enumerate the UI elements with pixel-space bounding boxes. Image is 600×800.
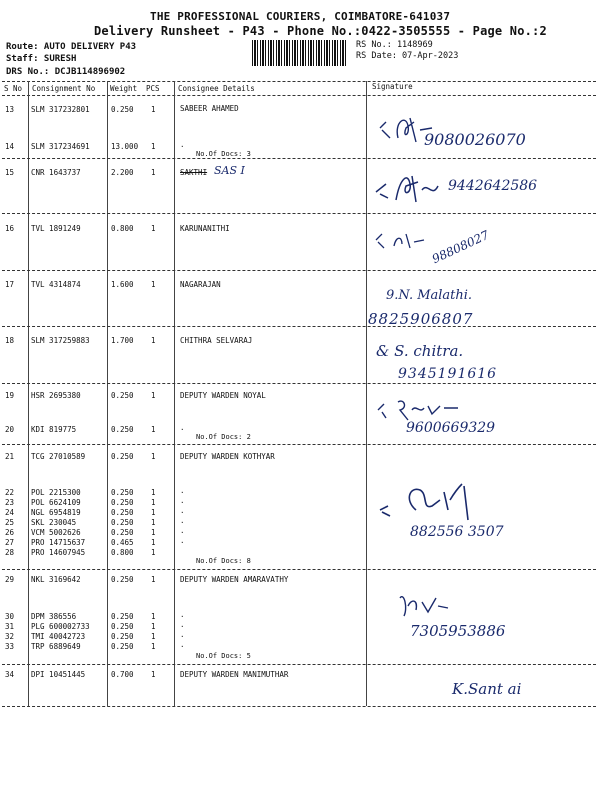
signature-phone: 9080026070 (424, 130, 526, 149)
handwritten-correction: SAS I (214, 164, 245, 177)
row-sno: 19 (5, 391, 15, 400)
rs-number: RS No.: 1148969 (356, 40, 433, 50)
row-weight: 0.465 (111, 538, 134, 547)
consignee-name: SAKTHI (180, 168, 208, 177)
row-sno: 18 (5, 336, 15, 345)
signature-phone: 9345191616 (398, 366, 498, 382)
row-consignment: TVL 1891249 (31, 224, 81, 233)
divider-pcs (174, 81, 175, 706)
col-weight: Weight (110, 84, 138, 93)
group-rule (2, 706, 596, 707)
divider-sno (28, 81, 29, 706)
row-pcs: 1 (151, 488, 156, 497)
row-sno: 24 (5, 508, 15, 517)
row-pcs: 1 (151, 642, 156, 651)
row-weight: 1.700 (111, 336, 134, 345)
row-sno: 15 (5, 168, 15, 177)
row-consignment: NKL 3169642 (31, 575, 81, 584)
row-sno: 14 (5, 142, 15, 151)
row-consignment: TVL 4314874 (31, 280, 81, 289)
group-rule (2, 383, 596, 384)
row-consignment: POL 6624109 (31, 498, 81, 507)
row-sno: 30 (5, 612, 15, 621)
row-pcs: 1 (151, 224, 156, 233)
row-weight: 0.250 (111, 622, 134, 631)
signature-phone: 8825906807 (368, 310, 474, 328)
row-pcs: 1 (151, 498, 156, 507)
col-consignment: Consignment No (32, 84, 96, 93)
docs-count: No.Of Docs: 3 (196, 150, 251, 158)
row-weight: 0.250 (111, 488, 134, 497)
row-sno: 20 (5, 425, 15, 434)
group-rule (2, 158, 596, 159)
divider-consignee (366, 81, 367, 706)
col-consignee: Consignee Details (178, 84, 255, 93)
drs-label: DRS No.: DCJB114896902 (6, 67, 126, 77)
signature-scribble (372, 168, 452, 208)
row-pcs: 1 (151, 280, 156, 289)
rs-date: RS Date: 07-Apr-2023 (356, 51, 459, 61)
col-pcs: PCS (146, 84, 160, 93)
row-consignment: HSR 2695380 (31, 391, 81, 400)
row-consignment: KDI 819775 (31, 425, 77, 434)
row-weight: 0.250 (111, 612, 134, 621)
row-weight: 0.250 (111, 642, 134, 651)
row-consignment: PRO 14715637 (31, 538, 86, 547)
group-rule (2, 569, 596, 570)
row-sno: 16 (5, 224, 15, 233)
row-weight: 0.250 (111, 632, 134, 641)
row-consignment: CNR 1643737 (31, 168, 81, 177)
row-sno: 28 (5, 548, 15, 557)
row-weight: 1.600 (111, 280, 134, 289)
row-weight: 0.250 (111, 508, 134, 517)
row-weight: 0.250 (111, 391, 134, 400)
row-pcs: 1 (151, 391, 156, 400)
row-sno: 29 (5, 575, 15, 584)
row-weight: 0.250 (111, 518, 134, 527)
row-consignment: PRO 14607945 (31, 548, 86, 557)
row-pcs: 1 (151, 425, 156, 434)
group-rule (2, 444, 596, 445)
row-pcs: 1 (151, 518, 156, 527)
signature-name: K.Sant ai (452, 680, 522, 698)
consignee-name: SABEER AHAMED (180, 104, 239, 113)
row-consignment: SKL 230045 (31, 518, 77, 527)
signature-scribble (376, 480, 486, 526)
row-sno: 25 (5, 518, 15, 527)
col-sno: S No (4, 84, 23, 93)
consignee-name: KARUNANITHI (180, 224, 230, 233)
row-consignment: VCM 5002626 (31, 528, 81, 537)
row-pcs: 1 (151, 538, 156, 547)
divider-consignment (107, 81, 108, 706)
signature-phone: 7305953886 (410, 622, 506, 640)
row-weight: 0.800 (111, 224, 134, 233)
row-pcs: 1 (151, 452, 156, 461)
row-weight: 0.250 (111, 452, 134, 461)
row-pcs: 1 (151, 622, 156, 631)
bullet-dots: . . . . . . (180, 486, 185, 545)
signature-scribble (394, 588, 454, 624)
row-sno: 34 (5, 670, 15, 679)
row-consignment: POL 2215300 (31, 488, 81, 497)
docs-count: No.Of Docs: 5 (196, 652, 251, 660)
row-sno: 31 (5, 622, 15, 631)
bullet-dots: . . . . (180, 610, 185, 649)
consignee-name: CHITHRA SELVARAJ (180, 336, 253, 345)
row-weight: 2.200 (111, 168, 134, 177)
row-consignment: SLM 317234691 (31, 142, 90, 151)
row-pcs: 1 (151, 548, 156, 557)
group-rule (2, 270, 596, 271)
row-pcs: 1 (151, 336, 156, 345)
row-sno: 17 (5, 280, 15, 289)
row-weight: 0.250 (111, 498, 134, 507)
row-sno: 27 (5, 538, 15, 547)
bullet-dot: . (180, 423, 185, 432)
row-consignment: TCG 27010589 (31, 452, 86, 461)
row-consignment: TMI 40042723 (31, 632, 86, 641)
consignee-name: DEPUTY WARDEN AMARAVATHY (180, 575, 289, 584)
row-weight: 13.000 (111, 142, 139, 151)
row-pcs: 1 (151, 168, 156, 177)
row-consignment: NGL 6954819 (31, 508, 81, 517)
docs-count: No.Of Docs: 8 (196, 557, 251, 565)
row-sno: 23 (5, 498, 15, 507)
signature-scribble (372, 222, 432, 256)
row-weight: 0.250 (111, 575, 134, 584)
row-consignment: DPI 10451445 (31, 670, 86, 679)
consignee-name: NAGARAJAN (180, 280, 221, 289)
row-weight: 0.250 (111, 528, 134, 537)
runsheet-title: Delivery Runsheet - P43 - Phone No.:0422-3505555 - Page No.:2 (94, 24, 547, 38)
col-signature: Signature (372, 82, 413, 91)
signature-name: & S. chitra. (376, 342, 464, 360)
route-label: Route: AUTO DELIVERY P43 (6, 42, 137, 52)
row-pcs: 1 (151, 632, 156, 641)
row-weight: 0.250 (111, 425, 134, 434)
company-title: THE PROFESSIONAL COURIERS, COIMBATORE-641037 (150, 10, 451, 23)
row-pcs: 1 (151, 528, 156, 537)
signature-name: 9.N. Malathi. (386, 288, 473, 303)
row-pcs: 1 (151, 508, 156, 517)
row-consignment: SLM 317232801 (31, 105, 90, 114)
row-sno: 21 (5, 452, 15, 461)
group-rule (2, 213, 596, 214)
row-weight: 0.800 (111, 548, 134, 557)
header-bottom-rule (2, 95, 596, 96)
consignee-name: DEPUTY WARDEN MANIMUTHAR (180, 670, 289, 679)
staff-label: Staff: SURESH (6, 54, 77, 64)
signature-phone: 882556 3507 (410, 524, 504, 540)
row-sno: 26 (5, 528, 15, 537)
row-pcs: 1 (151, 670, 156, 679)
group-rule (2, 326, 596, 327)
row-consignment: TRP 6889649 (31, 642, 81, 651)
row-weight: 0.250 (111, 105, 134, 114)
signature-phone: 9600669329 (406, 420, 496, 436)
consignee-name: DEPUTY WARDEN KOTHYAR (180, 452, 275, 461)
row-weight: 0.700 (111, 670, 134, 679)
row-pcs: 1 (151, 612, 156, 621)
row-pcs: 1 (151, 105, 156, 114)
row-pcs: 1 (151, 142, 156, 151)
docs-count: No.Of Docs: 2 (196, 433, 251, 441)
row-sno: 22 (5, 488, 15, 497)
bullet-dot: . (180, 140, 185, 149)
row-consignment: SLM 317259883 (31, 336, 90, 345)
header-top-rule (2, 81, 596, 82)
barcode (252, 40, 348, 66)
signature-phone: 98808027 (429, 227, 492, 267)
group-rule (2, 664, 596, 665)
row-sno: 13 (5, 105, 15, 114)
row-consignment: PLG 600002733 (31, 622, 90, 631)
row-consignment: DPM 386556 (31, 612, 77, 621)
row-sno: 33 (5, 642, 15, 651)
row-pcs: 1 (151, 575, 156, 584)
row-sno: 32 (5, 632, 15, 641)
consignee-name: DEPUTY WARDEN NOYAL (180, 391, 266, 400)
signature-phone: 9442642586 (448, 178, 538, 194)
